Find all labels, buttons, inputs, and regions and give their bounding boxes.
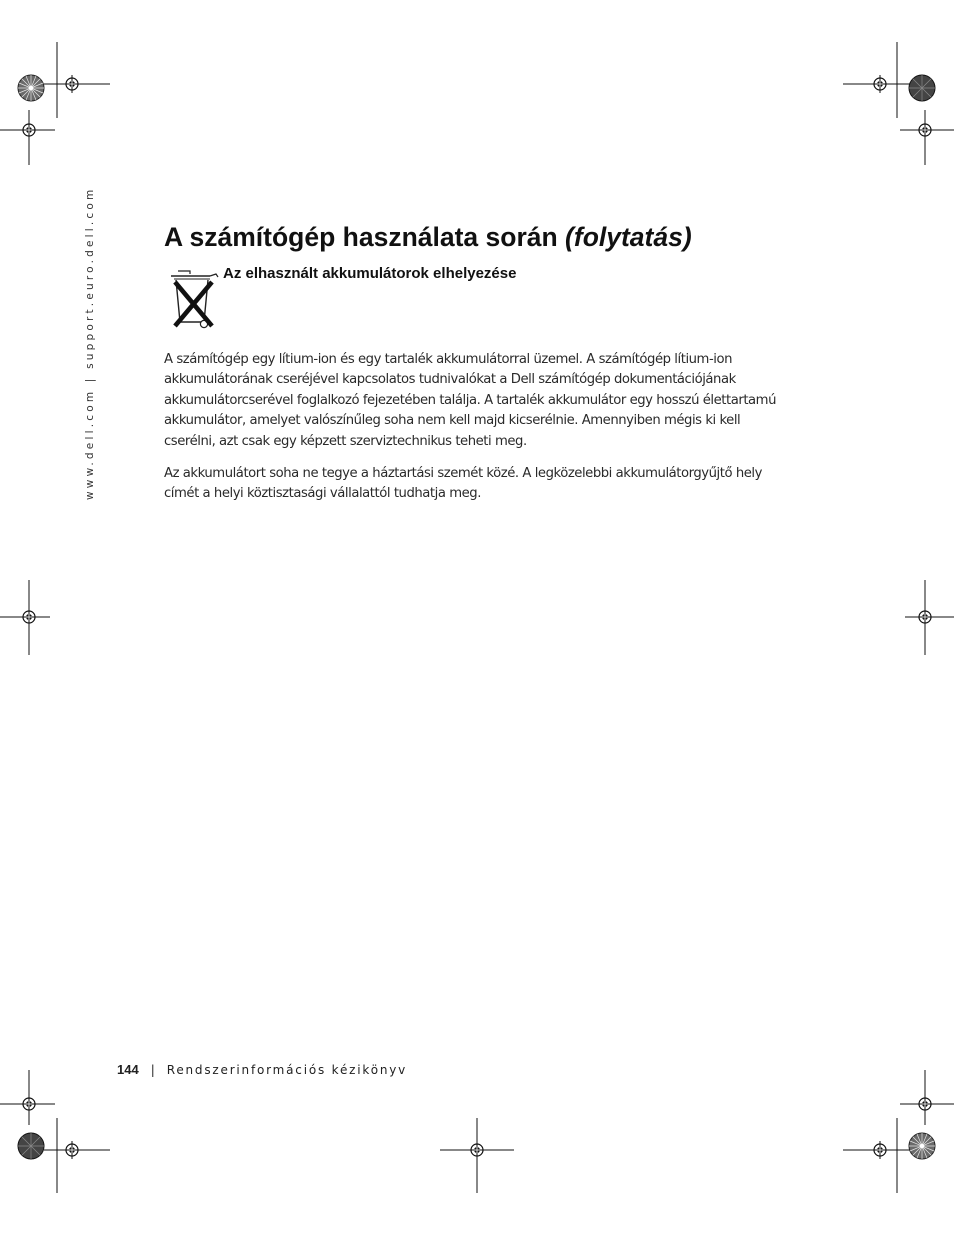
page-title-continued: (folytatás): [565, 222, 692, 252]
footer-separator: |: [150, 1063, 155, 1077]
book-title: Rendszerinformációs kézikönyv: [166, 1063, 408, 1077]
page-title: [164, 222, 692, 253]
page-title-main: A számítógép használata során: [164, 222, 566, 252]
paragraph-battery-info: A számítógép egy lítium-ion és egy tartalék akkumulátorral üzemel. A számítógép lítium-ion akkumulátorának cseréjével kapcsolatos tudnivalókat a Dell számítógép dokumentációjának akkumulátorcserével foglalkozó fejezetében találja. A tartalék akkumulátor egy hosszú élettartamú akkumulátor, amelyet valószínűleg soha nem kell majd kicserélnie. Amennyiben mégis ki kell cserélni, azt csak egy képzett szerviztechnikus teheti meg.: [164, 352, 776, 449]
page-number: 144: [117, 1062, 139, 1077]
page-footer: [117, 1062, 407, 1077]
section-heading: Az elhasznált akkumulátorok elhelyezése: [223, 265, 517, 282]
side-url: www.dell.com | support.euro.dell.com: [84, 186, 96, 500]
crossed-out-wheelie-bin-icon: [168, 268, 220, 330]
paragraph-battery-disposal: Az akkumulátort soha ne tegye a háztartási szemét közé. A legközelebbi akkumulátorgyűjtő hely címét a helyi köztisztasági vállalattól tudhatja meg.: [164, 466, 762, 502]
